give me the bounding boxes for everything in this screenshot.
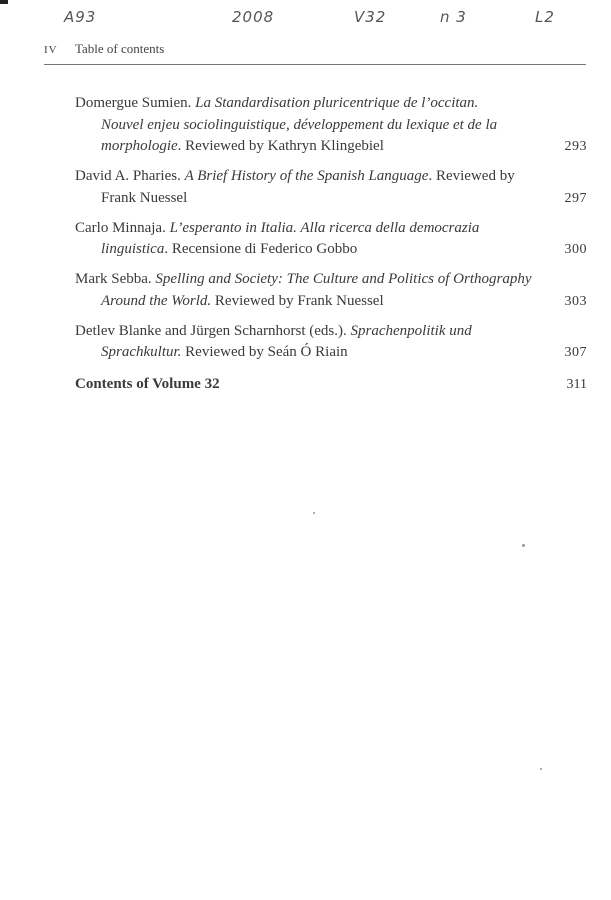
toc-entry — [75, 269, 587, 312]
page-number: 303 — [564, 293, 587, 309]
running-head-title: Table of contents — [75, 41, 165, 56]
page-folio: IV — [44, 44, 58, 56]
toc-entry-line — [75, 166, 537, 188]
toc-entry — [75, 218, 587, 261]
contents-of-volume-entry — [75, 374, 587, 396]
toc-entry — [75, 166, 587, 209]
work-title: L’esperanto in Italia. Alla ricerca della democrazia — [169, 219, 480, 236]
work-title: La Standardisation pluricentrique de l’occitan. — [195, 95, 479, 111]
work-title: Spelling and Society: The Culture and Politics of Orthography — [155, 271, 532, 287]
entry-text: Domergue Sumien. — [75, 95, 196, 111]
toc-entry-line — [75, 342, 537, 364]
toc-entry-line — [75, 291, 537, 313]
work-title: A Brief History of the Spanish Language — [184, 168, 429, 184]
paper-speck — [522, 544, 525, 547]
header-rule — [44, 64, 586, 65]
toc-entry-text — [75, 218, 537, 261]
toc-entry-line — [75, 321, 537, 343]
running-head — [44, 41, 165, 57]
contents-of-volume-label: Contents of Volume 32 — [75, 375, 220, 392]
handwritten-note-5: L2 — [535, 8, 555, 26]
toc-entry — [75, 321, 587, 364]
toc-entry-text — [75, 93, 537, 158]
toc-entry — [75, 93, 587, 158]
handwritten-note-3: V32 — [354, 8, 387, 26]
work-title: morphologie — [101, 138, 178, 154]
page-number: 307 — [564, 345, 587, 360]
page-number: 297 — [564, 190, 587, 206]
toc-entry-line — [75, 136, 537, 158]
entry-text: Reviewed by Seán Ó Riain — [181, 344, 348, 360]
toc-entry-line — [75, 188, 537, 210]
entry-text: Frank Nuessel — [101, 189, 188, 206]
work-title: Sprachkultur. — [101, 344, 182, 360]
handwritten-note-2: 2008 — [232, 8, 275, 26]
work-title: Sprachenpolitik und — [350, 322, 472, 339]
work-title: linguistica — [101, 241, 165, 257]
table-of-contents — [75, 93, 587, 395]
toc-entry-line — [75, 269, 537, 291]
page-number: 293 — [564, 139, 587, 154]
page-number: 300 — [564, 242, 587, 257]
corner-mark — [0, 0, 8, 4]
toc-entry-line — [75, 115, 537, 137]
entry-text: . Recensione di Federico Gobbo — [164, 241, 358, 257]
work-title: Around the World. — [101, 292, 212, 309]
toc-entry-line — [75, 239, 537, 261]
toc-entry-text — [75, 269, 537, 312]
entry-text: David A. Pharies. — [75, 168, 185, 184]
entry-text: . Reviewed by Kathryn Klingebiel — [177, 138, 384, 154]
handwritten-note-4: n 3 — [440, 8, 467, 26]
toc-entry-line — [75, 218, 537, 240]
toc-entry-text — [75, 166, 537, 209]
work-title: Nouvel enjeu sociolinguistique, développement du lexique et de la — [101, 116, 498, 133]
entry-text: Carlo Minnaja. — [75, 219, 170, 236]
entry-text: Reviewed by Frank Nuessel — [211, 292, 384, 309]
entry-text: . Reviewed by — [428, 168, 515, 184]
toc-entry-line — [75, 93, 537, 115]
toc-entry-text — [75, 321, 537, 364]
paper-speck — [540, 768, 542, 770]
page-number: 311 — [566, 376, 587, 392]
handwritten-note-1: A93 — [64, 8, 97, 26]
entry-text: Detlev Blanke and Jürgen Scharnhorst (eds.). — [75, 322, 351, 339]
entry-text: Mark Sebba. — [75, 271, 156, 287]
paper-speck — [313, 512, 315, 514]
